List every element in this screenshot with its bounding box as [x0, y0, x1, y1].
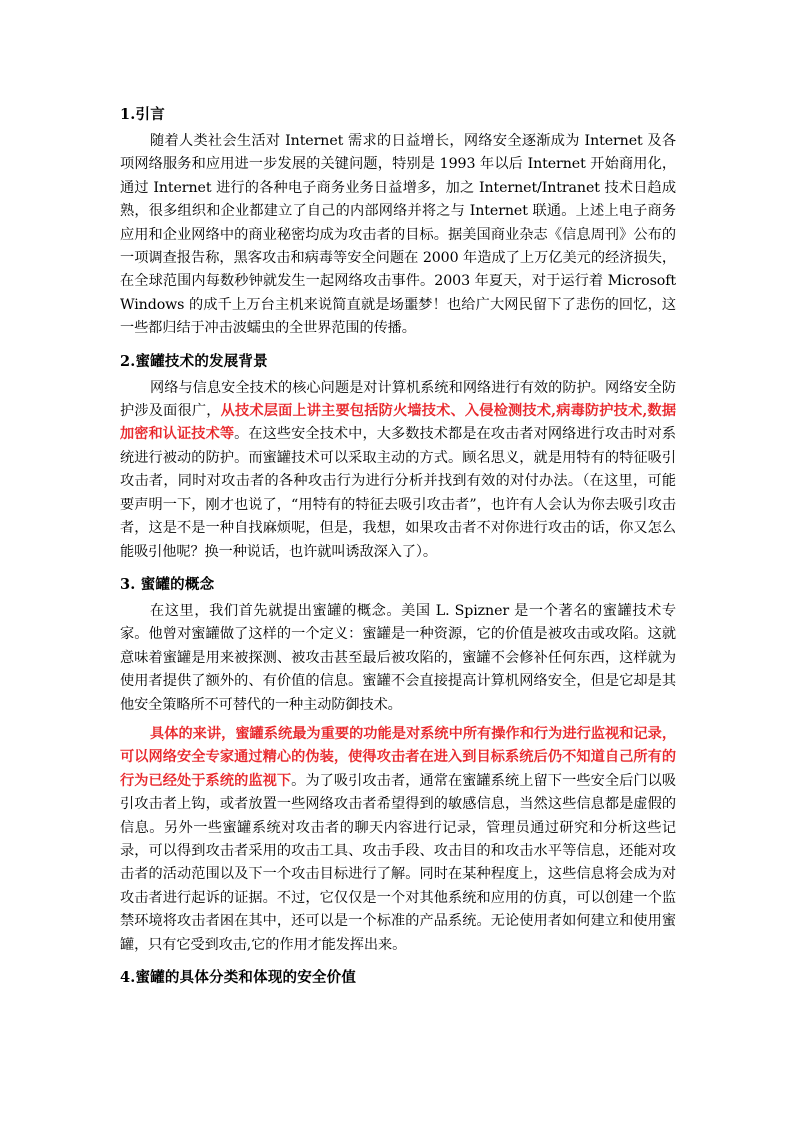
section-background — [120, 351, 676, 564]
section-heading: 3. 蜜罐的概念 — [120, 575, 215, 593]
paragraph-text: 网络与信息安全技术的核心问题是对计算机系统和网络进行有效的防护。网络安全防护涉及面很广， — [120, 379, 676, 420]
paragraph: 随着人类社会生活对 Internet 需求的日益增长，网络安全逐渐成为 Internet 及各项网络服务和应用进一步发展的关键问题，特别是 1993 年以后 Internet 开始商用化，通过 Internet 进行的各种电子商务业务日益增多，加之 Internet/Intranet 技术日趋成熟，很多组织和企业都建立了自己的内部网络并将之与 Internet 联通。上述上电子商务应用和企业网络中的商业秘密均成为攻击者的目标。据美国商业杂志《信息周刊》公布的一项调查报告称，黑客攻击和病毒等安全问题在 2000 年造成了上万亿美元的经济损失，在全球范围内每数秒钟就发生一起网络攻击事件。2003 年夏天，对于运行着 MicrosoftWindows 的成千上万台主机来说简直就是场噩梦！也给广大网民留下了悲伤的回忆，这一些都归结于冲击波蠕虫的全世界范围的传播。 — [120, 133, 676, 337]
section-introduction — [120, 104, 676, 341]
paragraph — [120, 723, 676, 957]
paragraph: 在这里，我们首先就提出蜜罐的概念。美国 L. Spizner 是一个著名的蜜罐技术专家。他曾对蜜罐做了这样的一个定义：蜜罐是一种资源，它的价值是被攻击或攻陷。这就意味着蜜罐是用来被探测、被攻击甚至最后被攻陷的，蜜罐不会修补任何东西，这样就为使用者提供了额外的、有价值的信息。蜜罐不会直接提高计算机网络安全，但是它却是其他安全策略所不可替代的一种主动防御技术。 — [120, 602, 676, 713]
section-heading: 2.蜜罐技术的发展背景 — [120, 352, 268, 370]
document-page — [120, 104, 676, 993]
paragraph-text: 。在这些安全技术中，大多数技术都是在攻击者对网络进行攻击时对系统进行被动的防护。而蜜罐技术可以采取主动的方式。顾名思义，就是用特有的特征吸引攻击者，同时对攻击者的各种攻击行为进行分析并找到有效的对付办法。（在这里，可能要声明一下，刚才也说了，“用特有的特征去吸引攻击者”，也许有人会认为你去吸引攻击者，这是不是一种自找麻烦呢，但是，我想，如果攻击者不对你进行攻击的话，你又怎么能吸引他呢？换一种说话，也许就叫诱敌深入了）。 — [120, 426, 677, 560]
paragraph-text: 。为了吸引攻击者，通常在蜜罐系统上留下一些安全后门以吸引攻击者上钩，或者放置一些网络攻击者希望得到的敏感信息，当然这些信息都是虚假的信息。另外一些蜜罐系统对攻击者的聊天内容进行记录，管理员通过研究和分析这些记录，可以得到攻击者采用的攻击工具、攻击手段、攻击目的和攻击水平等信息，还能对攻击者的活动范围以及下一个攻击目标进行了解。同时在某种程度上，这些信息将会成为对攻击者进行起诉的证据。不过，它仅仅是一个对其他系统和应用的仿真，可以创建一个监禁环境将攻击者困在其中，还可以是一个标准的产品系统。无论使用者如何建立和使用蜜罐，只有它受到攻击,它的作用才能发挥出来。 — [120, 772, 676, 953]
section-heading: 1.引言 — [120, 106, 165, 123]
highlighted-text: 从技术层面上讲主要包括防火墙技术、入侵检测技术,病毒防护技术,数据加密和认证技术等 — [120, 403, 676, 443]
section-concept — [120, 574, 676, 957]
paragraph — [120, 377, 676, 564]
section-classification — [120, 967, 676, 989]
section-heading: 4.蜜罐的具体分类和体现的安全价值 — [120, 969, 357, 986]
highlighted-text: 具体的来讲，蜜罐系统最为重要的功能是对系统中所有操作和行为进行监视和记录，可以网络安全专家通过精心的伪装，使得攻击者在进入到目标系统后仍不知道自己所有的行为已经处于系统的监视下 — [120, 725, 676, 789]
